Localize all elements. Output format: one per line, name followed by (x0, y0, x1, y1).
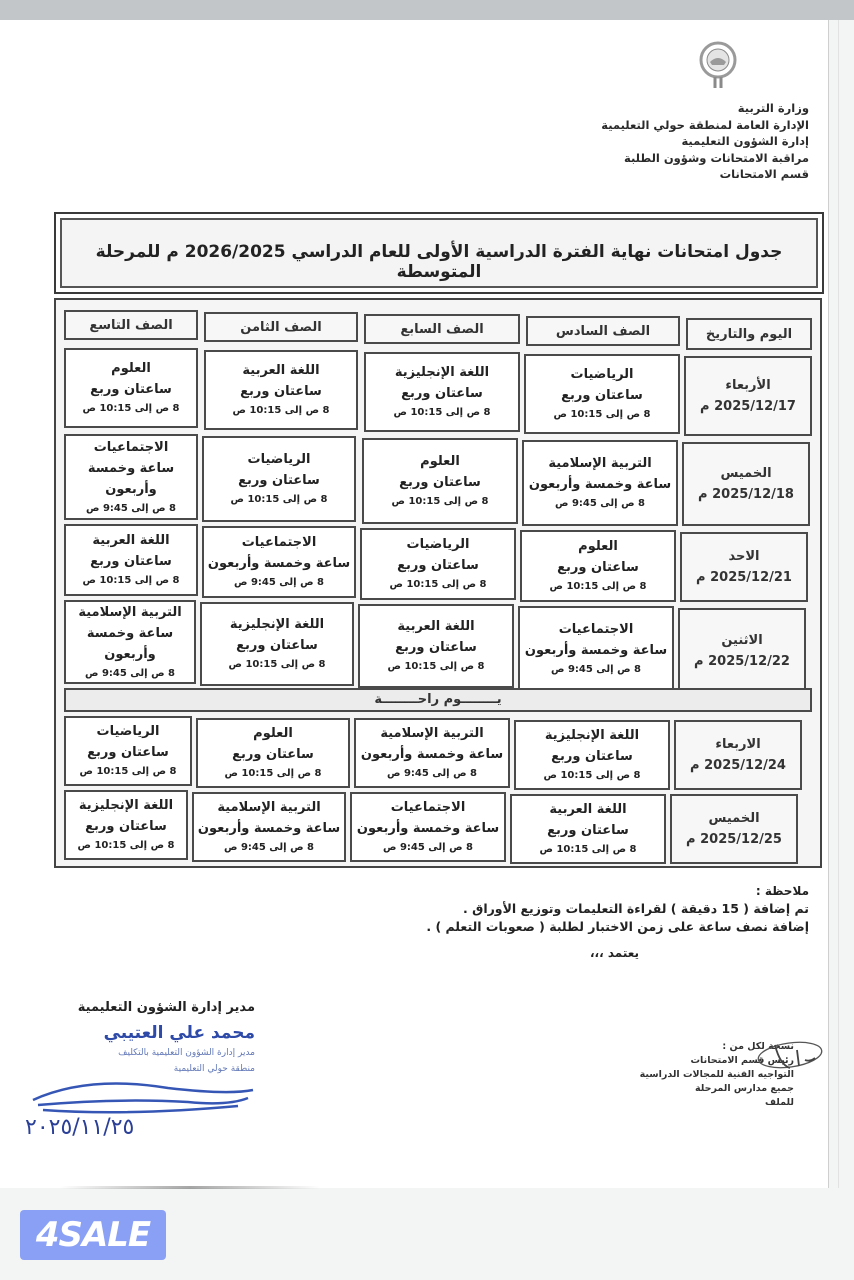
time-range: 8 ص إلى 9:45 ص (85, 667, 175, 679)
duration: ساعتان وربع (87, 745, 169, 760)
duration: ساعتان وربع (561, 388, 643, 403)
signature-block (40, 1000, 255, 1075)
exam-cell (200, 602, 354, 686)
copies-line: نسخة لكل من : (722, 1041, 794, 1052)
exam-cell (518, 606, 674, 692)
exam-cell (202, 526, 356, 598)
duration: ساعتان وربع (90, 554, 172, 569)
day-name: الأربعاء (725, 378, 771, 393)
day-cell (684, 356, 812, 436)
day-name: الخميس (720, 466, 772, 481)
copies-line: جميع مدارس المرحلة (695, 1083, 794, 1094)
time-range: 8 ص إلى 10:15 ص (543, 770, 641, 781)
exam-cell (354, 718, 510, 788)
time-range: 8 ص إلى 10:15 ص (77, 840, 175, 851)
subject: اللغة العربية (242, 363, 320, 378)
subject: التربية الإسلامية (380, 726, 484, 741)
day-cell (682, 442, 810, 526)
subject: الرياضيات (96, 724, 160, 739)
time-range: 8 ص إلى 10:15 ص (391, 496, 489, 507)
page-edge (838, 20, 839, 1188)
notes-label: ملاحظة : (755, 884, 809, 898)
exam-cell (64, 524, 198, 596)
duration: ساعتان وربع (236, 638, 318, 653)
notes-section (426, 882, 809, 962)
exam-date: 2025/12/22 م (694, 654, 790, 669)
exam-cell (202, 436, 356, 522)
time-range: 8 ص إلى 9:45 ص (383, 842, 473, 853)
subject: التربية الإسلامية (217, 800, 321, 815)
time-range: 8 ص إلى 10:15 ص (79, 766, 177, 777)
time-range: 8 ص إلى 9:45 ص (387, 768, 477, 779)
copies-line: للملف (764, 1097, 794, 1108)
duration: ساعة وخمسة وأربعون (87, 460, 175, 497)
subject: الرياضيات (247, 452, 311, 467)
subject: اللغة الإنجليزية (78, 798, 174, 813)
signature-scribble-icon (28, 1070, 258, 1120)
duration: ساعتان وربع (547, 823, 629, 838)
approval-text: يعتمد ،،، (589, 946, 639, 960)
handwritten-date: ٢٠٢٥/١١/٢٥ (25, 1115, 135, 1140)
exam-cell (524, 354, 680, 434)
exam-date: 2025/12/17 م (700, 399, 796, 414)
subject: العلوم (111, 361, 151, 376)
exam-date: 2025/12/25 م (686, 832, 782, 847)
note-line: تم إضافة ( 15 دقيقة ) لقراءة التعليمات وتوزيع الأوراق . (463, 901, 809, 916)
exam-cell (64, 716, 192, 786)
duration: ساعة وخمسة وأربعون (86, 625, 174, 662)
day-name: الاثنين (721, 633, 763, 648)
subject: الرياضيات (406, 537, 470, 552)
subject: اللغة العربية (92, 533, 170, 548)
initials-scribble-icon (755, 1030, 825, 1080)
exam-cell (358, 604, 514, 688)
day-cell (678, 608, 806, 694)
duration: ساعة وخمسة وأربعون (356, 821, 500, 836)
time-range: 8 ص إلى 10:15 ص (82, 403, 180, 414)
exam-cell (64, 790, 188, 860)
time-range: 8 ص إلى 10:15 ص (82, 575, 180, 586)
header-day-date: اليوم والتاريخ (686, 318, 812, 350)
organization-header (601, 100, 809, 183)
subject: الاجتماعيات (241, 535, 317, 550)
time-range: 8 ص إلى 10:15 ص (232, 405, 330, 416)
duration: ساعتان وربع (397, 558, 479, 573)
copies-line: رئيس قسم الامتحانات (690, 1055, 794, 1066)
subject: العلوم (253, 726, 293, 741)
signatory-name: محمد علي العتيبي (103, 1023, 255, 1043)
day-name: الخميس (708, 811, 760, 826)
stamp-line: منطقة حولي التعليمية (173, 1064, 255, 1074)
subject: العلوم (578, 539, 618, 554)
time-range: 8 ص إلى 10:15 ص (389, 579, 487, 590)
document-title: جدول امتحانات نهاية الفترة الدراسية الأولى للعام الدراسي 2026/2025 م للمرحلة المتوسطة (95, 242, 783, 282)
exam-cell (64, 434, 198, 520)
duration: ساعتان وربع (399, 475, 481, 490)
duration: ساعتان وربع (238, 473, 320, 488)
duration: ساعتان وربع (401, 386, 483, 401)
note-line: إضافة نصف ساعة على زمن الاختبار لطلبة ( صعوبات التعلم ) . (426, 919, 809, 934)
duration: ساعة وخمسة وأربعون (528, 477, 672, 492)
exam-schedule-table (54, 298, 822, 868)
exam-cell (350, 792, 506, 862)
duration: ساعتان وربع (90, 382, 172, 397)
exam-cell (510, 794, 666, 864)
subject: التربية الإسلامية (78, 604, 182, 620)
time-range: 8 ص إلى 10:15 ص (539, 844, 637, 855)
time-range: 8 ص إلى 10:15 ص (553, 409, 651, 420)
exam-cell (64, 600, 196, 684)
org-line: قسم الامتحانات (719, 167, 809, 181)
stamp-line: مدير إدارة الشؤون التعليمية بالتكليف (118, 1048, 255, 1058)
subject: العلوم (420, 454, 460, 469)
duration: ساعة وخمسة وأربعون (524, 643, 668, 658)
time-range: 8 ص إلى 9:45 ص (234, 577, 324, 588)
duration: ساعة وخمسة وأربعون (207, 556, 351, 571)
subject: الاجتماعيات (390, 800, 466, 815)
duration: ساعتان وربع (557, 560, 639, 575)
time-range: 8 ص إلى 10:15 ص (387, 661, 485, 672)
exam-cell (204, 350, 358, 430)
subject: الرياضيات (570, 367, 634, 382)
day-cell (670, 794, 798, 864)
header-grade-9: الصف التاسع (64, 310, 198, 340)
time-range: 8 ص إلى 9:45 ص (555, 498, 645, 509)
kuwait-emblem-icon (693, 40, 743, 90)
time-range: 8 ص إلى 10:15 ص (228, 659, 326, 670)
exam-cell (522, 440, 678, 526)
time-range: 8 ص إلى 10:15 ص (549, 581, 647, 592)
subject: التربية الإسلامية (548, 456, 652, 471)
signatory-title: مدير إدارة الشؤون التعليمية (77, 1000, 255, 1015)
duration: ساعتان وربع (395, 640, 477, 655)
exam-cell (514, 720, 670, 790)
exam-date: 2025/12/24 م (690, 758, 786, 773)
org-line: إدارة الشؤون التعليمية (681, 134, 809, 148)
duration: ساعتان وربع (232, 747, 314, 762)
duration: ساعتان وربع (551, 749, 633, 764)
exam-cell (520, 530, 676, 602)
day-cell (674, 720, 802, 790)
time-range: 8 ص إلى 9:45 ص (86, 502, 176, 514)
exam-cell (362, 438, 518, 524)
day-name: الاربعاء (715, 737, 761, 752)
subject: الاجتماعيات (558, 622, 634, 637)
org-line: وزارة التربية (737, 101, 809, 115)
top-bar (0, 0, 854, 20)
day-name: الاحد (728, 549, 760, 564)
page-shadow (60, 1186, 320, 1189)
duration: ساعة وخمسة وأربعون (360, 747, 504, 762)
rest-day-banner: يــــــــوم راحــــــــة (64, 688, 812, 712)
time-range: 8 ص إلى 9:45 ص (551, 664, 641, 675)
org-line: مراقبة الامتحانات وشؤون الطلبة (624, 150, 809, 165)
4sale-watermark-logo: 4SALE (20, 1210, 166, 1260)
subject: اللغة الإنجليزية (229, 617, 325, 632)
exam-date: 2025/12/21 م (696, 570, 792, 585)
subject: اللغة العربية (549, 802, 627, 817)
header-grade-7: الصف السابع (364, 314, 520, 344)
subject: اللغة الإنجليزية (394, 365, 490, 380)
copies-line: التواجيه الفنية للمجالات الدراسية (639, 1069, 794, 1080)
duration: ساعتان وربع (240, 384, 322, 399)
time-range: 8 ص إلى 10:15 ص (230, 494, 328, 505)
subject: الاجتماعيات (93, 439, 169, 455)
exam-cell (360, 528, 516, 600)
subject: اللغة العربية (397, 619, 475, 634)
header-grade-8: الصف الثامن (204, 312, 358, 342)
header-grade-6: الصف السادس (526, 316, 680, 346)
exam-cell (364, 352, 520, 432)
exam-cell (64, 348, 198, 428)
exam-cell (192, 792, 346, 862)
duration: ساعتان وربع (85, 819, 167, 834)
duration: ساعة وخمسة وأربعون (197, 821, 341, 836)
subject: اللغة الإنجليزية (544, 728, 640, 743)
exam-date: 2025/12/18 م (698, 487, 794, 502)
time-range: 8 ص إلى 9:45 ص (224, 842, 314, 853)
org-line: الإدارة العامة لمنطقة حولي التعليمية (601, 117, 809, 132)
title-box (54, 212, 824, 294)
time-range: 8 ص إلى 10:15 ص (224, 768, 322, 779)
day-cell (680, 532, 808, 602)
exam-cell (196, 718, 350, 788)
time-range: 8 ص إلى 10:15 ص (393, 407, 491, 418)
